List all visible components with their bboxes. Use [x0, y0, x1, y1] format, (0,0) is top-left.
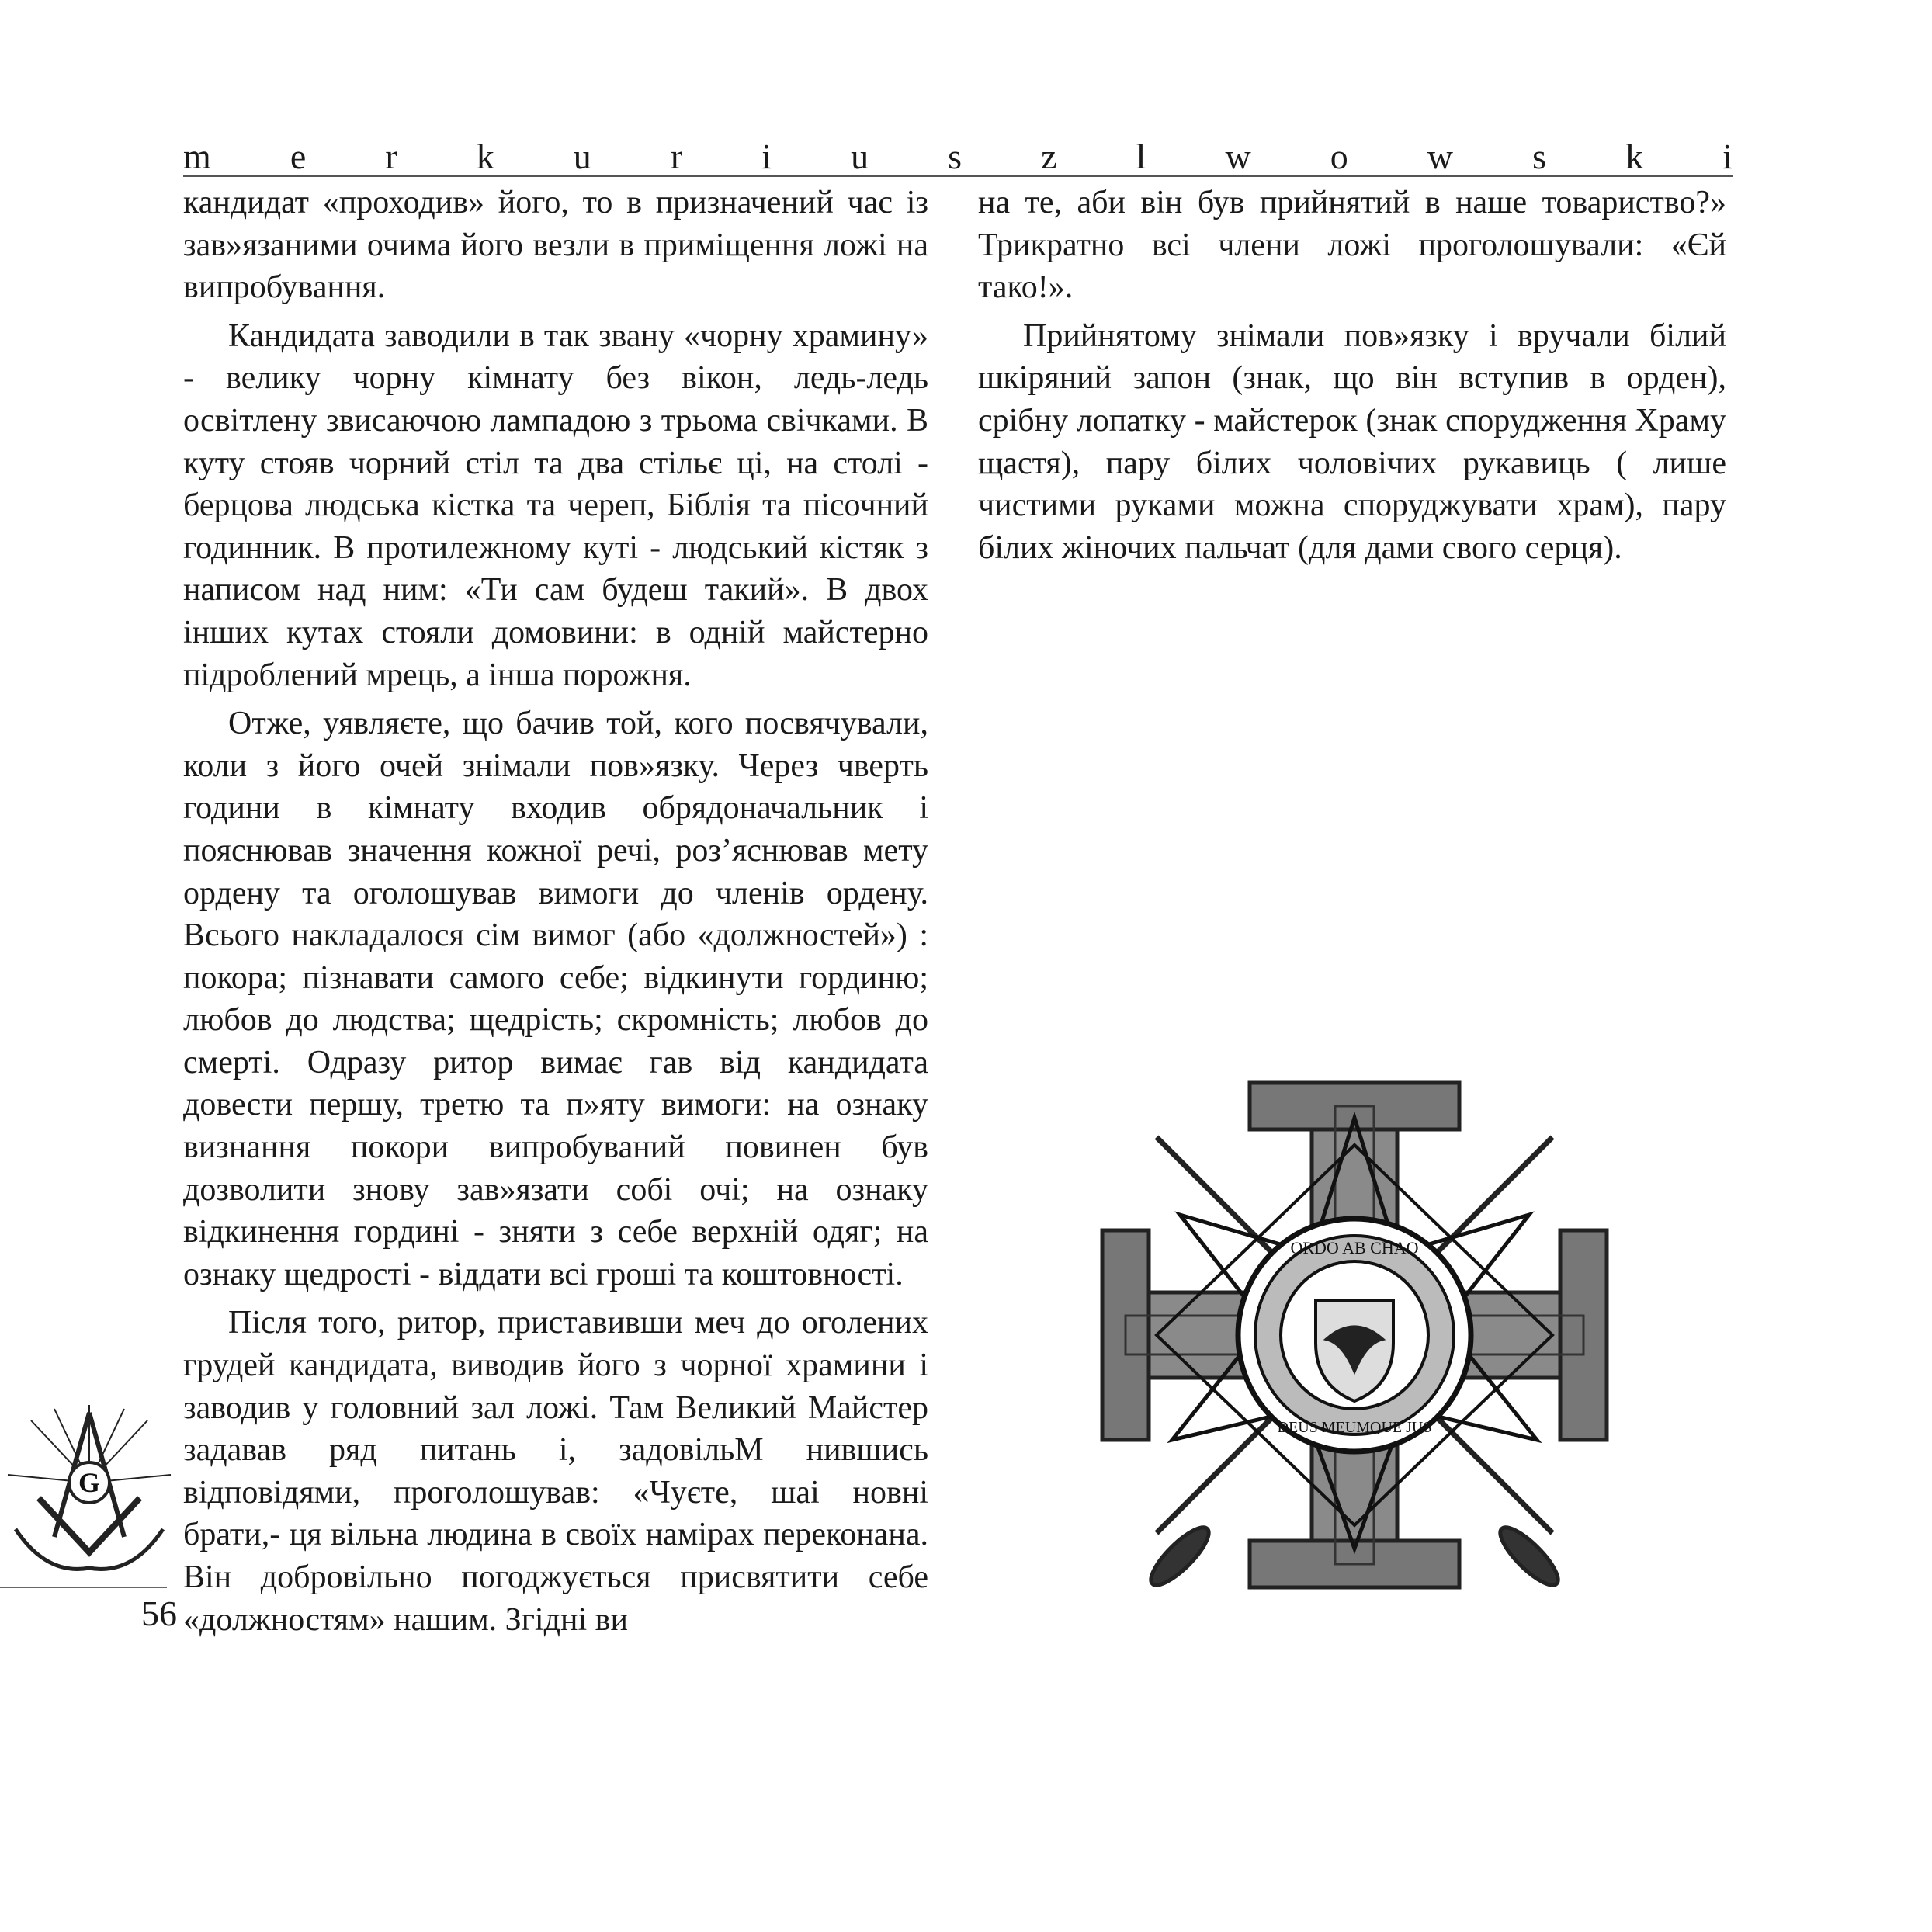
paragraph: Отже, уявляєте, що бачив той, кого посвячували, коли з його очей знімали пов»язку. Через чверть години в кімнату входив обрядоначальник і пояснював значення кожної речі, роз’яснював мету ордену та оголошував вимоги до членів ордену. Всього накладалося сім вимог (або «должностей») : покора; пізнавати самого себе; відкинути гординю; любов до людства; щедрість; скромність; любов до смерті. Одразу ритор вимає гав від кандидата довести першу, третю та п»яту вимоги: на ознаку визнання покори випробуваний повинен був дозволити знову зав»язати собі очі; на ознаку відкинення гордині - зняти з себе верхній одяг; на ознаку щедрості - віддати всі гроші та коштовності.	[183, 706, 928, 1292]
running-head-letter: o	[1330, 137, 1348, 176]
paragraph: на те, аби він був прийнятий в наше товариство?» Трикратно всі члени ложі проголошували: «Єй тако!».	[978, 185, 1726, 306]
seal-top-text: ORDO AB CHAO	[1290, 1238, 1419, 1257]
left-column	[183, 182, 928, 1647]
masonic-cross-emblem	[1094, 1075, 1615, 1595]
paragraph: Після того, ритор, приставивши меч до оголених грудей кандидата, виводив його з чорної храмини і заводив у головний зал ложі. Там Великий Майстер задавав ряд питань і, задовільМ нившись відповідями, проголошував: «Чуєте, шаі новні брати,- ця вільна людина в своїх намірах переконана. Він добровільно погоджується присвятити себе «должностям» нашим. Згідні ви	[183, 1305, 928, 1638]
square-compass-emblem	[0, 1397, 179, 1583]
paragraph: Кандидата заводили в так звану «чорну храмину» - велику чорну кімнату без вікон, ледь-ледь освітлену звисаючою лампадою з трьома свічками. В куту стояв чорний стіл та два стільє ці, на столі - берцова людська кістка та череп, Біблія та пісочний годинник. В протилежному куті - людський кістяк з написом над ним: «Ти сам будеш такий». В двох інших кутах стояли домовини: в одній майстерно підроблений мрець, а інша порожня.	[183, 317, 928, 693]
running-head	[183, 130, 1733, 177]
margin-rule	[0, 1587, 167, 1588]
running-head-letter: k	[476, 137, 494, 176]
seal-bottom-text: DEUS MEUMQUE JUS	[1277, 1419, 1432, 1436]
running-head-letter: k	[1625, 137, 1644, 176]
running-head-letter: i	[761, 137, 772, 176]
running-head-letter: i	[1722, 137, 1733, 176]
running-head-letter: s	[948, 137, 963, 176]
running-head-letter: s	[1532, 137, 1546, 176]
running-head-letter: z	[1041, 137, 1057, 176]
running-head-letter: w	[1427, 137, 1454, 176]
paragraph: кандидат «проходив» його, то в призначений час із зав»язаними очима його везли в приміщення ложі на випробування.	[183, 185, 928, 306]
corner-emblem-letter: G	[78, 1467, 101, 1498]
running-head-letter: u	[573, 137, 591, 176]
page-number: 56	[141, 1594, 177, 1633]
running-head-letter: r	[385, 137, 397, 176]
running-head-letter: m	[183, 137, 211, 176]
right-column	[978, 182, 1726, 575]
running-head-letter: l	[1136, 137, 1146, 176]
running-head-letter: w	[1225, 137, 1251, 176]
running-head-letter: r	[670, 137, 683, 176]
header-rule	[183, 175, 1733, 177]
running-head-letter: e	[290, 137, 307, 176]
running-head-letter: u	[851, 137, 869, 176]
paragraph: Прийнятому знімали пов»язку і вручали білий шкіряний запон (знак, що він вступив в орден), срібну лопатку - майстерок (знак спорудження Храму щастя), пару білих чоловічих рукавиць ( лише чистими руками можна споруджувати храм), пару білих жіночих пальчат (для дами свого серця).	[978, 317, 1726, 566]
